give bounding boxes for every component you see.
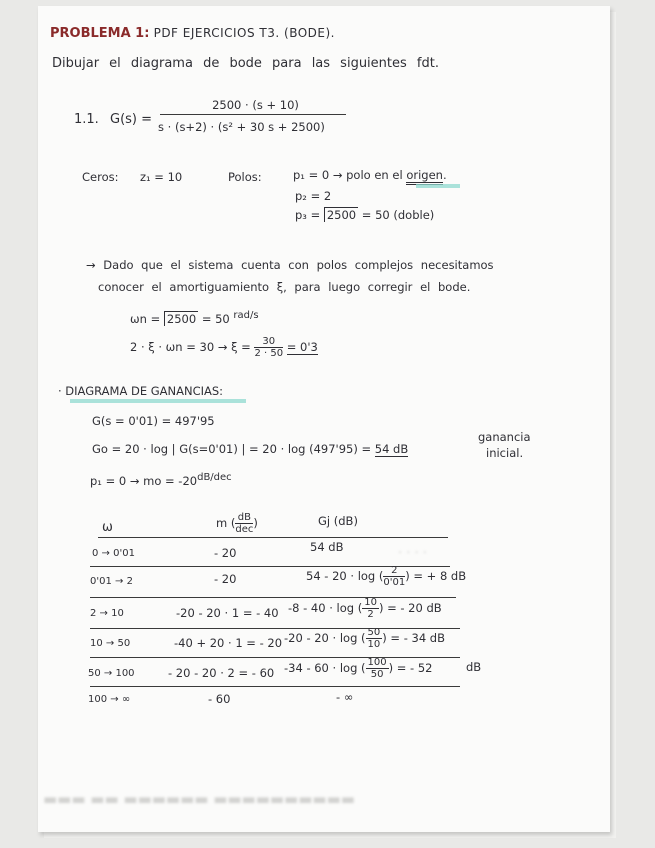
damping-text-line1: → Dado que el sistema cuenta con polos complejos necesitamos [86,258,494,272]
table-row-g: 54 dB [310,540,344,554]
table-row-m: -40 + 20 · 1 = - 20 [174,636,283,650]
xi-equation: 2 · ξ · ωn = 30 → ξ = $\frac{30}{2 \cdot 50}$ = 0'3 [130,336,318,359]
heading-highlight [70,399,246,403]
col-header-w: ω [102,520,113,535]
problem-subtitle: PDF EJERCICIOS T3. (BODE). [153,26,335,40]
pole-1: p₁ = 0 → polo en el origen. [293,168,447,182]
initial-slope: p₁ = 0 → mo = $-20^{dB/dec}$ [90,472,232,488]
gain-at-low-frequency: G(s = 0'01) = 497'95 [92,414,215,428]
table-rule [90,686,460,687]
table-row-unit: dB [466,660,482,674]
table-row-m: - 20 - 20 · 2 = - 60 [168,666,275,680]
pole-3: p₃ = 2500 = 50 (doble) [295,208,435,222]
wn-equation: ωn = 2500 = 50 $^{rad/s}$ [130,310,259,326]
tf-numerator: 2500 · (s + 10) [212,98,299,112]
xi-result: = 0'3 [286,340,318,354]
table-row-g: -34 - 60 · log ( $\frac{100}{50}$ ) = - 52 [284,657,433,680]
initial-gain-equation: Go = 20 · log | G(s=0'01) | = 20 · log (497'95) = 54 dB [92,442,409,456]
sqrt-value: 2500 [326,208,357,222]
highlight-mark [416,184,460,188]
problem-title [50,26,335,41]
gain-note-2: inicial. [486,446,524,460]
fraction-bar [160,114,346,115]
table-row-w: 10 → 50 [90,638,131,649]
table-row-w: 0 → 0'01 [92,548,135,559]
table-row-g: 54 - 20 · log ( $\frac{2}{0'01}$ ) = + 8 dB [306,565,467,588]
initial-gain-result: 54 dB [374,442,409,456]
exercise-number: 1.1. [74,112,99,127]
table-row-w: 2 → 10 [90,608,124,619]
table-row-m: - 60 [208,692,231,706]
table-row-g: -20 - 20 · log ( $\frac{50}{10}$ ) = - 34 dB [284,627,445,650]
col-header-g: Gj (dB) [318,514,358,528]
table-row-w: 0'01 → 2 [90,576,133,587]
zero-value: z₁ = 10 [140,170,183,184]
problem-statement: Dibujar el diagrama de bode para las siguientes fdt. [52,56,439,71]
table-row-m: - 20 [214,546,237,560]
table-row-m: -20 - 20 · 1 = - 40 [176,606,279,620]
gains-heading: · DIAGRAMA DE GANANCIAS: [58,384,224,398]
problem-number: PROBLEMA 1: [50,26,150,41]
origin-word: origen [406,168,443,185]
pole-2: p₂ = 2 [295,189,332,203]
bleed-through: ▬▬▬ ▬▬ ▬▬▬▬▬▬ ▬▬▬▬▬▬▬▬▬▬ [43,790,355,808]
bleed-through: · · · · [398,546,427,561]
table-row-g: - ∞ [336,690,354,704]
table-row-g: -8 - 40 · log ( $\frac{10}{2}$ ) = - 20 dB [288,597,442,620]
table-row-w: 100 → ∞ [88,694,131,705]
table-rule [98,537,448,538]
damping-text-line2: conocer el amortiguamiento ξ, para luego corregir el bode. [98,280,471,294]
notebook-page [38,6,610,832]
gain-note-1: ganancia [478,430,531,444]
poles-label: Polos: [228,170,262,184]
table-row-m: - 20 [214,572,237,586]
zeros-label: Ceros: [82,170,119,184]
transfer-function-lhs: G(s) = [110,112,153,127]
table-row-w: 50 → 100 [88,668,135,679]
tf-denominator: s · (s+2) · (s² + 30 s + 2500) [158,120,325,134]
col-header-m: m ( $\frac{dB}{\text{dec}}$ ) [216,512,258,535]
